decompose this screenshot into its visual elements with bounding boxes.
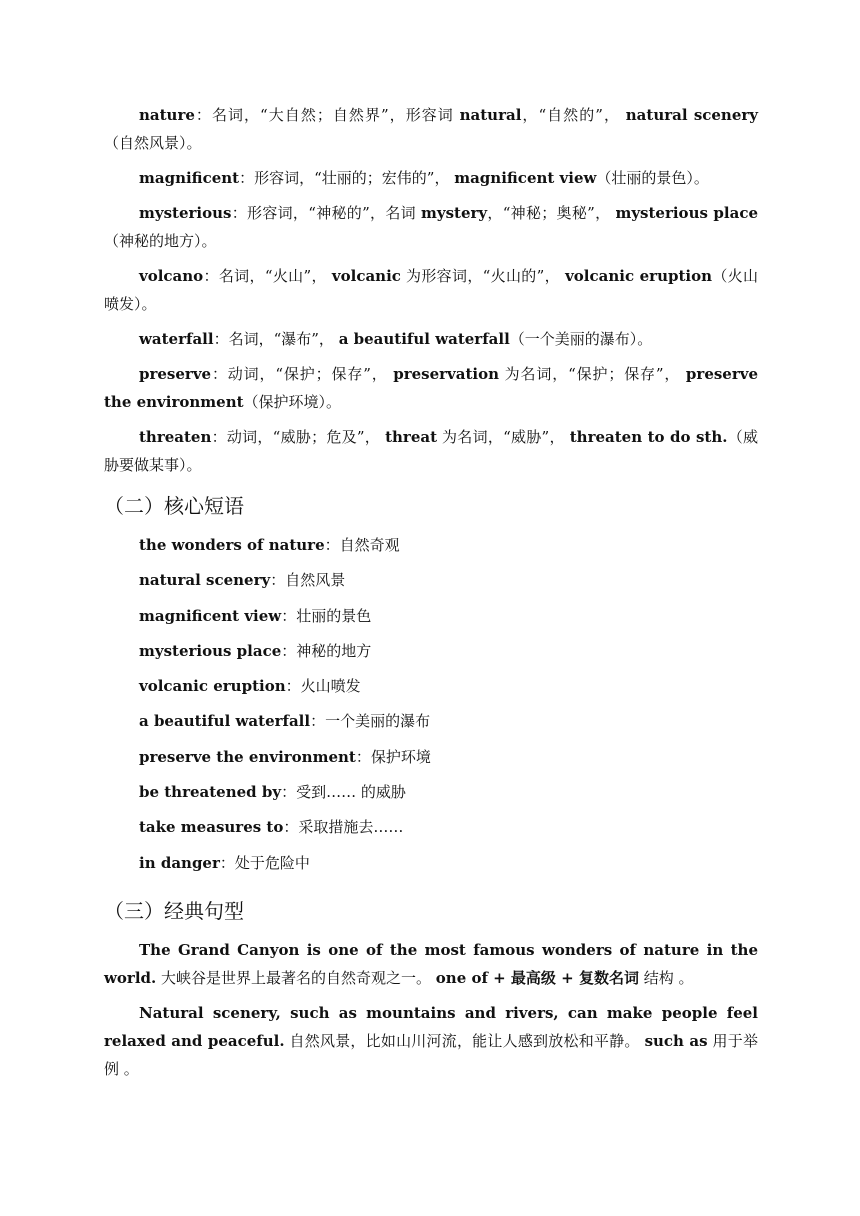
- sentence-list: [104, 936, 758, 1083]
- vocab-entry: volcano：名词，“火山”， volcanic 为形容词，“火山的”， volcanic eruption（火山喷发）。: [104, 267, 758, 313]
- list-item: magnificent view：壮丽的景色: [139, 606, 372, 625]
- sentence-entry: Natural scenery, such as mountains and rivers, can make people feel relaxed and peaceful. 自然风景，比如山川河流，能让人感到放松和平静。 such as 用于举例 。: [104, 1003, 758, 1078]
- vocab-section: [104, 101, 758, 479]
- list-item: volcanic eruption：火山喷发: [139, 677, 361, 696]
- list-item: be threatened by：受到…… 的威胁: [139, 783, 406, 802]
- list-item: take measures to：采取措施去……: [139, 818, 404, 837]
- list-item: a beautiful waterfall：一个美丽的瀑布: [139, 712, 431, 731]
- vocab-entry: threaten：动词，“威胁；危及”， threat 为名词，“威胁”， threaten to do sth.（威胁要做某事）。: [104, 428, 758, 474]
- sentence-entry: The Grand Canyon is one of the most famous wonders of nature in the world. 大峡谷是世界上最著名的自然奇观之一。 one of + 最高级 + 复数名词 结构 。: [104, 940, 758, 987]
- vocab-entry: preserve：动词，“保护；保存”， preservation 为名词，“保护；保存”， preserve the environment（保护环境）。: [104, 365, 759, 411]
- vocab-entry: nature：名词，“大自然；自然界”，形容词 natural，“自然的”， natural scenery（自然风景）。: [104, 106, 759, 152]
- section-heading-phrases: （二）核心短语: [104, 494, 244, 518]
- vocab-entry: mysterious：形容词，“神秘的”，名词 mystery，“神秘；奥秘”， mysterious place（神秘的地方）。: [104, 204, 759, 250]
- phrase-list: [104, 531, 758, 884]
- list-item: the wonders of nature：自然奇观: [139, 536, 400, 554]
- list-item: in danger：处于危险中: [139, 853, 310, 872]
- list-item: natural scenery：自然风景: [139, 571, 346, 590]
- list-item: mysterious place：神秘的地方: [139, 641, 372, 660]
- document-page: [104, 101, 758, 1090]
- section-heading-sentences: （三）经典句型: [104, 898, 244, 923]
- vocab-entry: magnificent：形容词，“壮丽的；宏伟的”， magnificent view（壮丽的景色）。: [139, 169, 709, 187]
- vocab-entry: waterfall：名词，“瀑布”， a beautiful waterfall（一个美丽的瀑布）。: [139, 330, 653, 348]
- list-item: preserve the environment：保护环境: [139, 747, 431, 766]
